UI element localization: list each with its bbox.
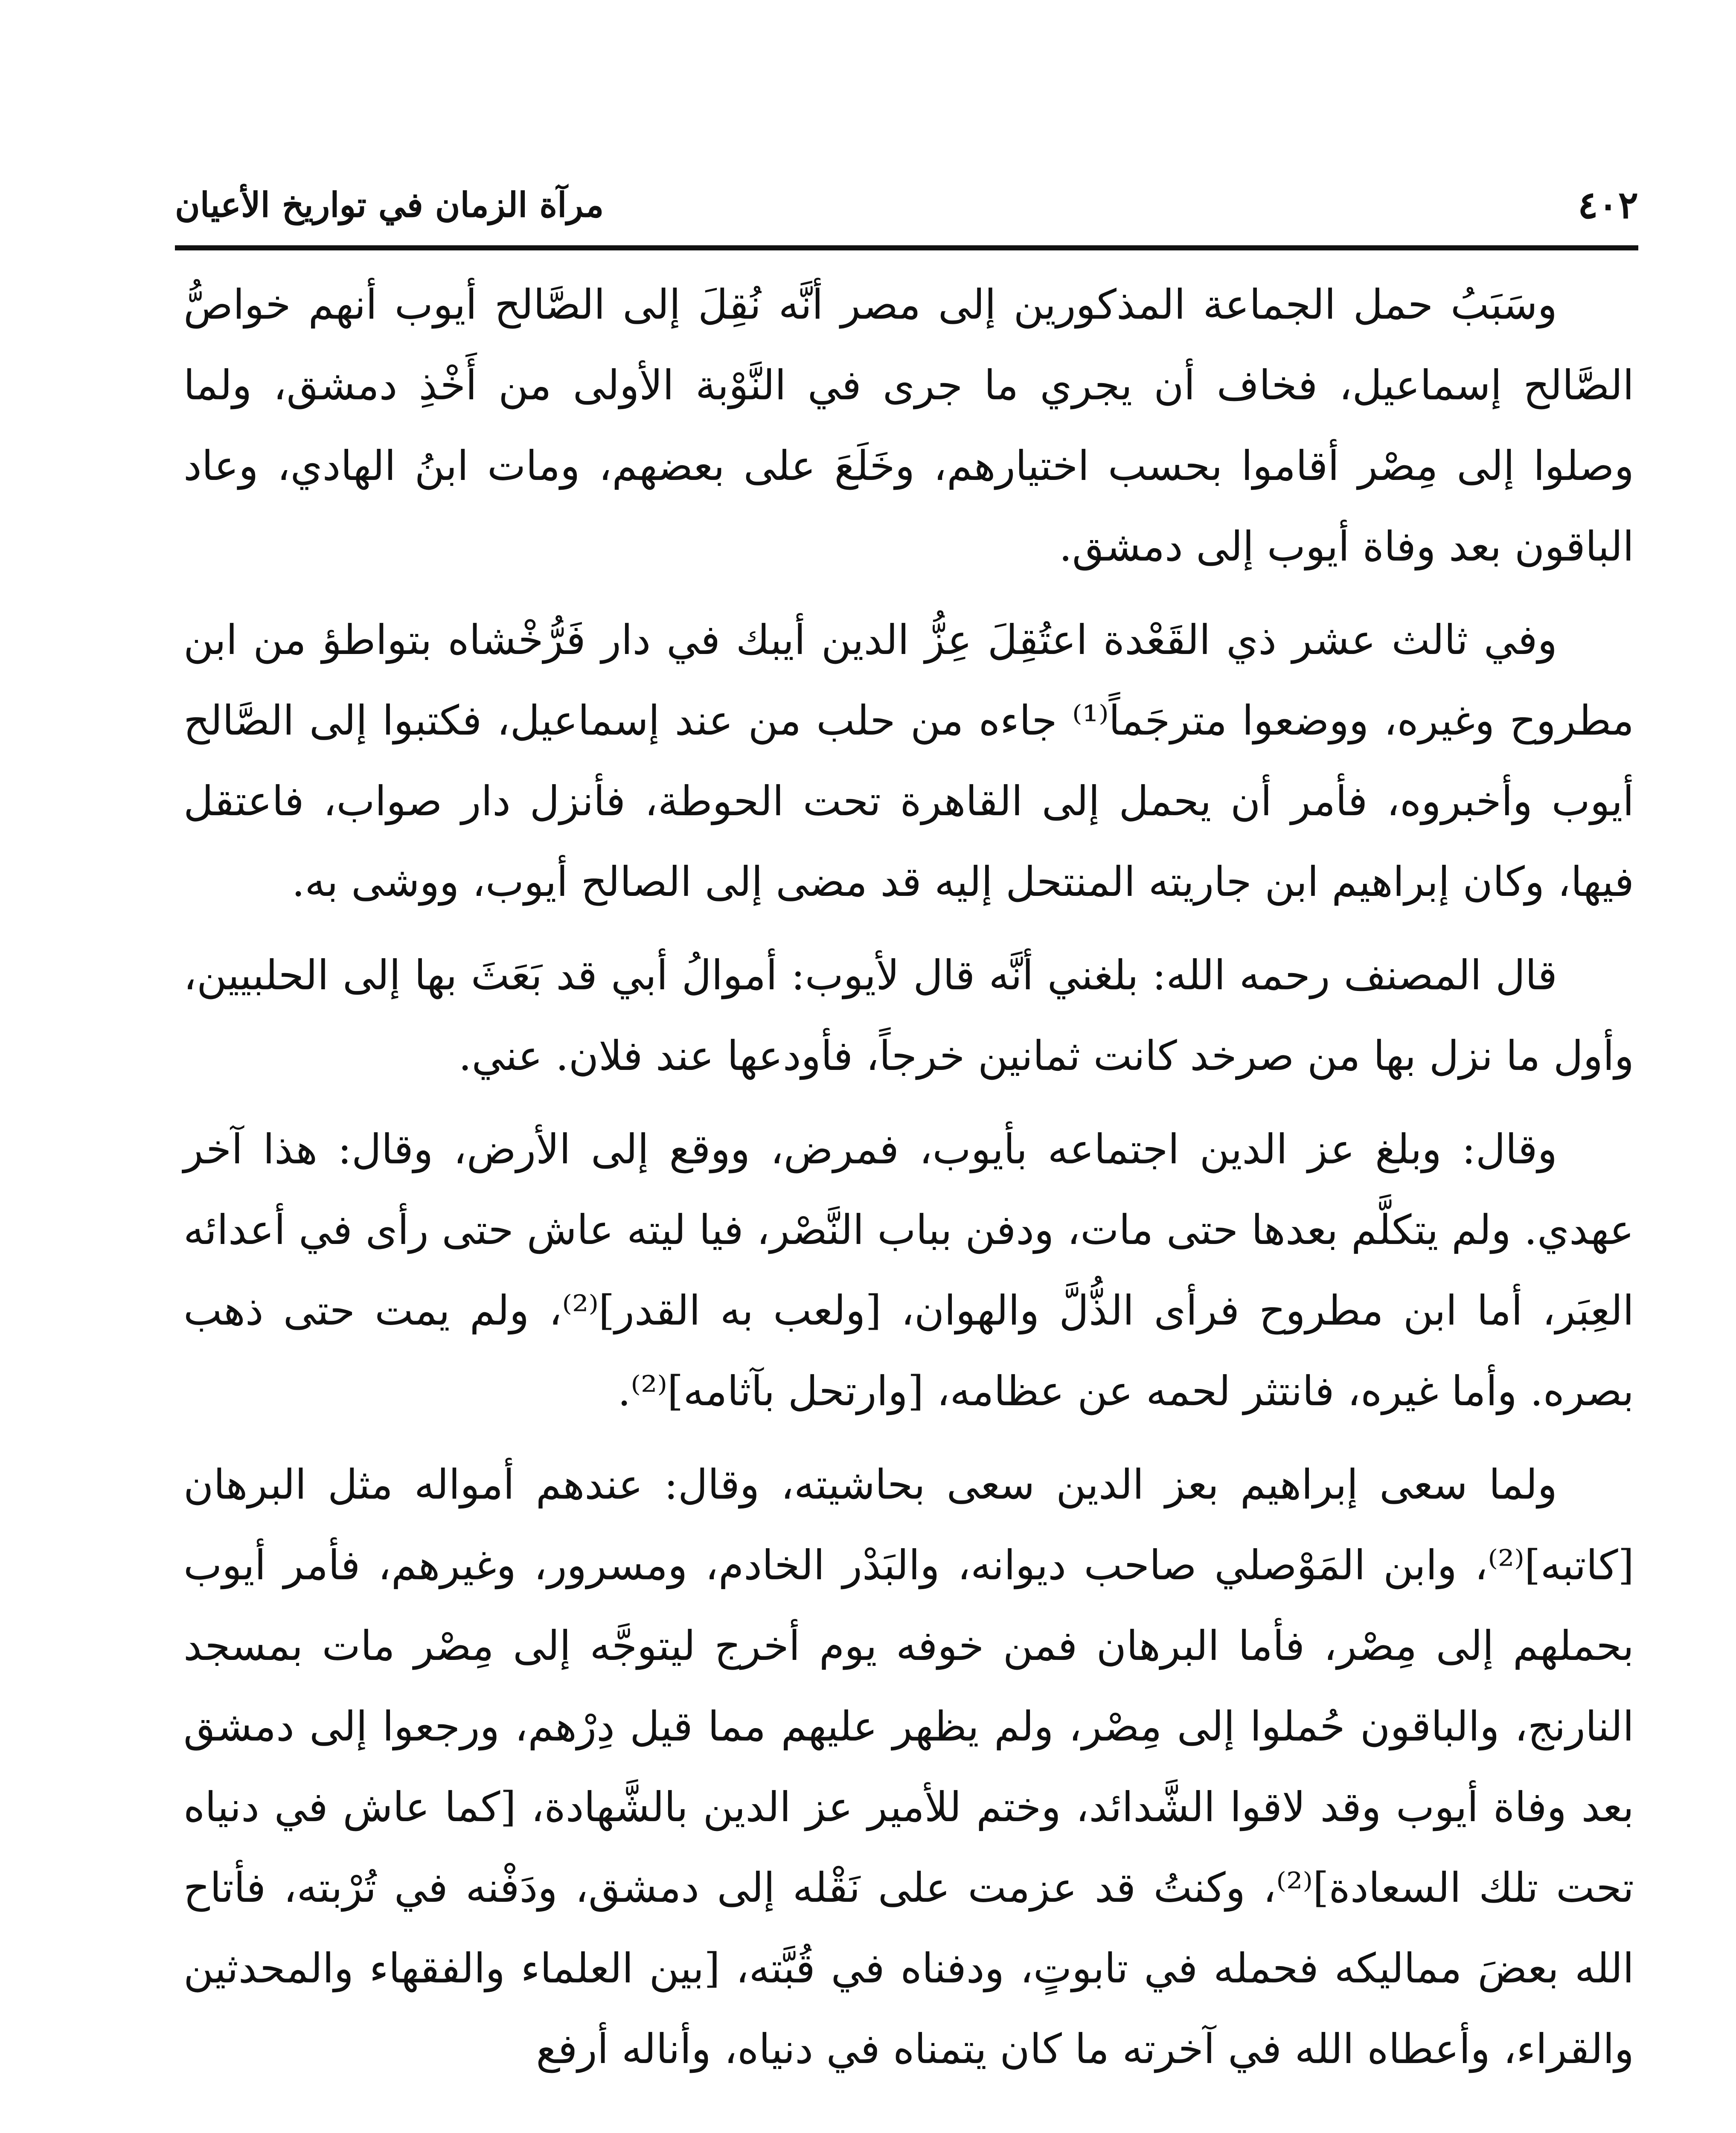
paragraph-4: وقال: وبلغ عز الدين اجتماعه بأيوب، فمرض، ووقع إلى الأرض، وقال: هذا آخر عهدي. ولم يتكلَّم بعدها حتى مات، ودفن بباب النَّصْر، فيا ليته عاش حتى رأى في أعدائه العِبَر، أما ابن مطروح فرأى الذُّلَّ والهوان، [ولعب به القدر]⁽²⁾، ولم يمت حتى ذهب بصره. وأما غيره، فانتثر لحمه عن عظامه، [وارتحل بآثامه]⁽²⁾. xyxy=(183,1125,1634,1415)
paragraph-5: ولما سعى إبراهيم بعز الدين سعى بحاشيته، وقال: عندهم أمواله مثل البرهان [كاتبه]⁽²⁾، وابن المَوْصلي صاحب ديوانه، والبَدْر الخادم، ومسرور، وغيرهم، فأمر أيوب بحملهم إلى مِصْر، فأما البرهان فمن خوفه يوم أخرج ليتوجَّه إلى مِصْر مات بمسجد النارنج، والباقون حُملوا إلى مِصْر، ولم يظهر عليهم مما قيل دِرْهم، ورجعوا إلى دمشق بعد وفاة أيوب وقد لاقوا الشَّدائد، وختم للأمير عز الدين بالشَّهادة، [كما عاش في دنياه تحت تلك السعادة]⁽²⁾، وكنتُ قد عزمت على نَقْله إلى دمشق، ودَفْنه في تُرْبته، فأتاح الله بعضَ مماليكه فحمله في تابوتٍ، ودفناه في قُبَّته، [بين العلماء والفقهاء والمحدثين والقراء، وأعطاه الله في آخرته ما كان يتمناه في دنياه، وأناله أرفع xyxy=(183,1461,1634,2073)
paragraph-2: وفي ثالث عشر ذي القَعْدة اعتُقِلَ عِزُّ الدين أيبك في دار فَرُّخْشاه بتواطؤ من ابن مطروح وغيره، ووضعوا مترجَماً⁽¹⁾ جاءه من حلب من عند إسماعيل، فكتبوا إلى الصَّالح أيوب وأخبروه، فأمر أن يحمل إلى القاهرة تحت الحوطة، فأنزل دار صواب، فاعتقل فيها، وكان إبراهيم ابن جاريته المنتحل إليه قد مضى إلى الصالح أيوب، ووشى به. xyxy=(183,616,1634,906)
paragraph-1: وسَبَبُ حمل الجماعة المذكورين إلى مصر أنَّه نُقِلَ إلى الصَّالح أيوب أنهم خواصُّ الصَّالح إسماعيل، فخاف أن يجري ما جرى في النَّوْبة الأولى من أَخْذِ دمشق، ولما وصلوا إلى مِصْر أقاموا بحسب اختيارهم، وخَلَعَ على بعضهم، ومات ابنُ الهادي، وعاد الباقون بعد وفاة أيوب إلى دمشق. xyxy=(183,281,1634,570)
book-title: مرآة الزمان في تواريخ الأعيان xyxy=(175,185,604,225)
running-header xyxy=(175,175,1638,239)
page-number: ٤٠٢ xyxy=(1578,183,1638,227)
header-rule xyxy=(175,245,1638,250)
main-text xyxy=(183,264,1634,2102)
paragraph-3: قال المصنف رحمه الله: بلغني أنَّه قال لأيوب: أموالُ أبي قد بَعَثَ بها إلى الحلبيين، وأول ما نزل بها من صرخد كانت ثمانين خرجاً، فأودعها عند فلان. عني. xyxy=(183,951,1634,1080)
